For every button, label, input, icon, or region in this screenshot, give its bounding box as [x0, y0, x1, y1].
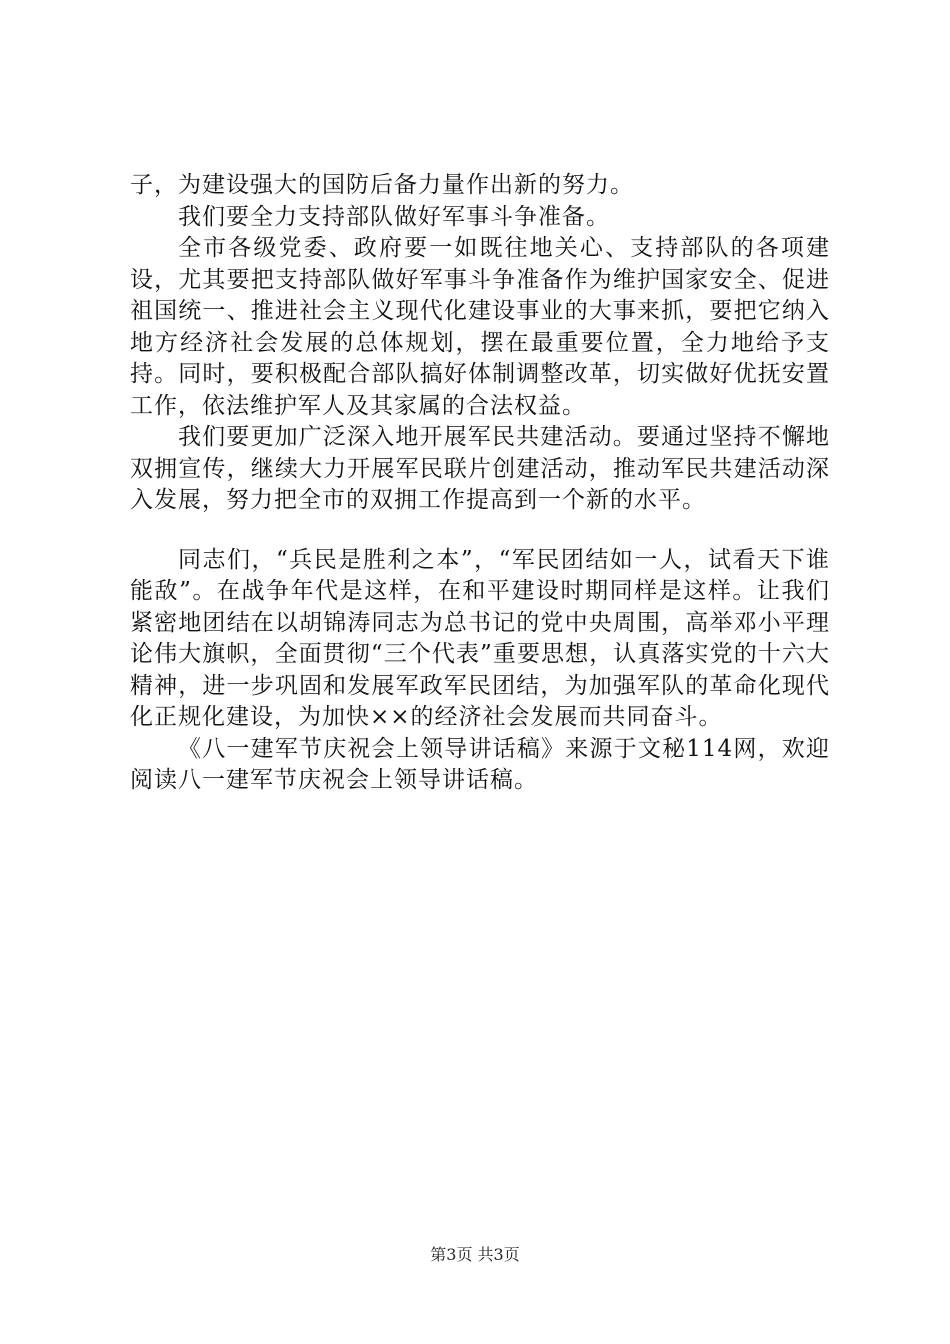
document-body [130, 170, 830, 797]
paragraph-military-support: 全市各级党委、政府要一如既往地关心、支持部队的各项建设，尤其要把支持部队做好军事斗争准备作为维护国家安全、促进祖国统一、推进社会主义现代化建设事业的大事来抓，要把它纳入地方经济社会发展的总体规划，摆在最重要位置，全力地给予支持。同时，要积极配合部队搞好体制调整改革，切实做好优抚安置工作，依法维护军人及其家属的合法权益。 [130, 235, 830, 419]
paragraph-source-note: 《八一建军节庆祝会上领导讲话稿》来源于文秘114网，欢迎阅读八一建军节庆祝会上领导讲话稿。 [130, 735, 830, 793]
paragraph-civil-military-activities: 我们要更加广泛深入地开展军民共建活动。要通过坚持不懈地双拥宣传，继续大力开展军民联片创建活动，推动军民共建活动深入发展，努力把全市的双拥工作提高到一个新的水平。 [130, 424, 830, 513]
paragraph-continuation: 子，为建设强大的国防后备力量作出新的努力。 [130, 172, 634, 198]
page-number-footer: 第3页 共3页 [430, 1245, 520, 1264]
paragraph-closing-call: 同志们，“兵民是胜利之本”，“军民团结如一人，试看天下谁能敌”。在战争年代是这样，在和平建设时期同样是这样。让我们紧密地团结在以胡锦涛同志为总书记的党中央周围，高举邓小平理论伟大旗帜，全面贯彻“三个代表”重要思想，认真落实党的十六大精神，进一步巩固和发展军政军民团结，为加强军队的革命化现代化正规化建设，为加快××的经济社会发展而共同奋斗。 [130, 546, 830, 730]
paragraph-military-support-heading: 我们要全力支持部队做好军事斗争准备。 [178, 203, 610, 230]
